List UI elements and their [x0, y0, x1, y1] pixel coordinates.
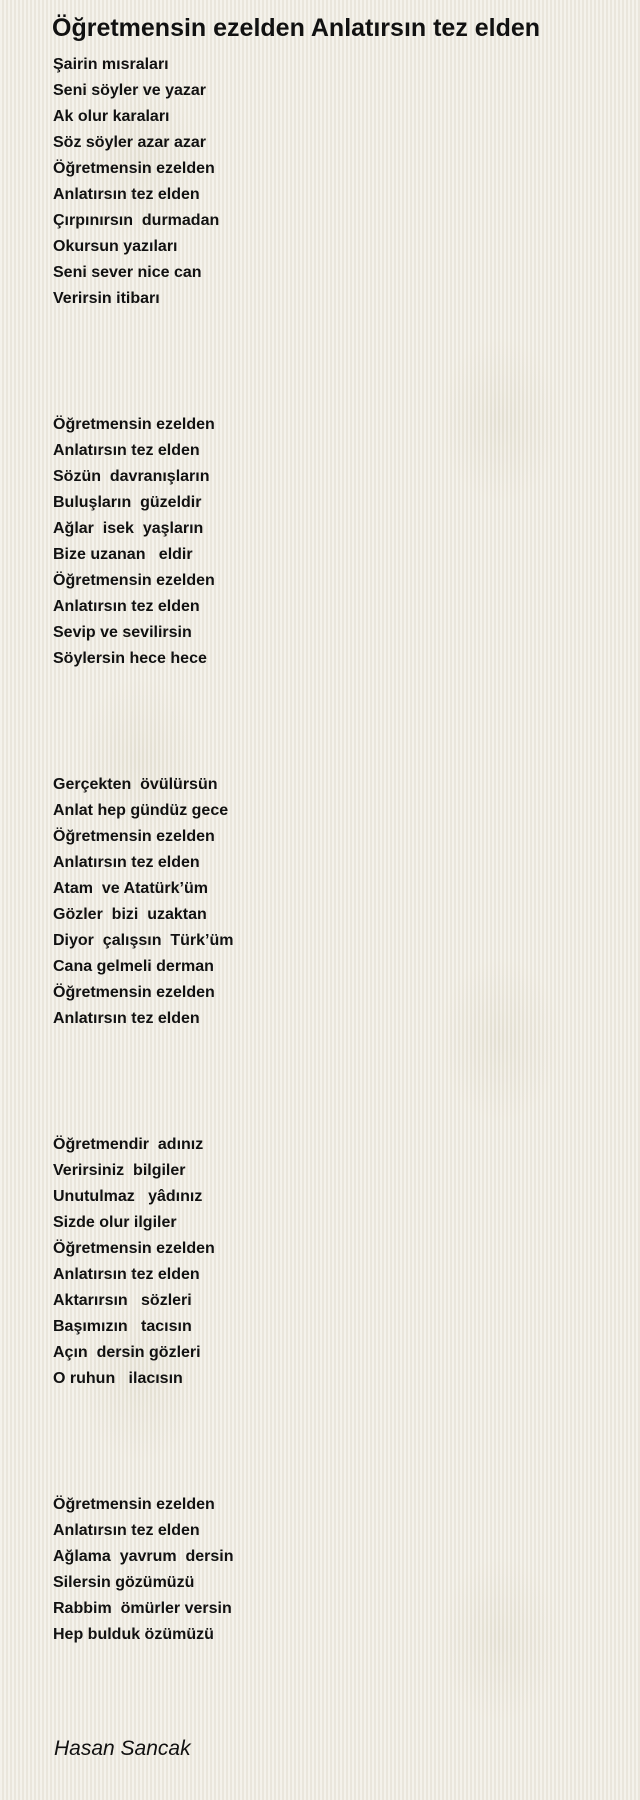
stanza-2 — [53, 412, 613, 672]
poem-line: Seni söyler ve yazar — [53, 82, 206, 99]
poem-line: Okursun yazıları — [53, 238, 178, 255]
poem-line: Öğretmensin ezelden — [53, 1496, 215, 1513]
poem-line: Öğretmensin ezelden — [53, 416, 215, 433]
poem-line: Bize uzanan eldir — [53, 546, 193, 563]
poem-line: Anlatırsın tez elden — [53, 1522, 200, 1539]
author-name: Hasan Sancak — [54, 1737, 191, 1760]
poem-line: Söylersin hece hece — [53, 650, 207, 667]
poem-line: Verirsiniz bilgiler — [53, 1162, 186, 1179]
poem-line: Anlatırsın tez elden — [53, 1010, 200, 1027]
poem-title: Öğretmensin ezelden Anlatırsın tez elden — [52, 14, 541, 42]
poem-line: Buluşların güzeldir — [53, 494, 202, 511]
poem-line: Silersin gözümüzü — [53, 1574, 195, 1591]
poem-line: Seni sever nice can — [53, 264, 202, 281]
poem-line: Verirsin itibarı — [53, 290, 160, 307]
stanza-4 — [53, 1132, 613, 1392]
poem-line: Anlatırsın tez elden — [53, 598, 200, 615]
poem-line: Öğretmensin ezelden — [53, 984, 215, 1001]
poem-line: Cana gelmeli derman — [53, 958, 214, 975]
poem-line: Sizde olur ilgiler — [53, 1214, 177, 1231]
poem-line: Ağlama yavrum dersin — [53, 1548, 234, 1565]
poem-line: Söz söyler azar azar — [53, 134, 206, 151]
poem-line: O ruhun ilacısın — [53, 1370, 183, 1387]
poem-body — [53, 52, 613, 1748]
poem-line: Şairin mısraları — [53, 56, 169, 73]
poem-line: Başımızın tacısın — [53, 1318, 192, 1335]
poem-line: Anlatırsın tez elden — [53, 854, 200, 871]
poem-line: Sevip ve sevilirsin — [53, 624, 192, 641]
stanza-5 — [53, 1492, 613, 1648]
poem-line: Gerçekten övülürsün — [53, 776, 218, 793]
poem-line: Rabbim ömürler versin — [53, 1600, 232, 1617]
poem-line: Açın dersin gözleri — [53, 1344, 201, 1361]
poem-line: Öğretmensin ezelden — [53, 828, 215, 845]
poem-line: Gözler bizi uzaktan — [53, 906, 207, 923]
poem-line: Sözün davranışların — [53, 468, 210, 485]
poem-line: Aktarırsın sözleri — [53, 1292, 192, 1309]
stanza-1 — [53, 52, 613, 312]
poem-line: Anlat hep gündüz gece — [53, 802, 229, 819]
poem-line: Atam ve Atatürk’üm — [53, 880, 208, 897]
poem-line: Öğretmendir adınız — [53, 1136, 204, 1153]
poem-line: Çırpınırsın durmadan — [53, 212, 220, 229]
poem-line: Ak olur karaları — [53, 108, 170, 125]
stanza-3 — [53, 772, 613, 1032]
poem-line: Öğretmensin ezelden — [53, 160, 215, 177]
poem-line: Hep bulduk özümüzü — [53, 1626, 214, 1643]
poem-line: Anlatırsın tez elden — [53, 442, 200, 459]
poem-line: Diyor çalışsın Türk’üm — [53, 932, 234, 949]
poem-line: Anlatırsın tez elden — [53, 1266, 200, 1283]
poem-line: Anlatırsın tez elden — [53, 186, 200, 203]
poem-line: Unutulmaz yâdınız — [53, 1188, 203, 1205]
poem-line: Ağlar isek yaşların — [53, 520, 204, 537]
poem-line: Öğretmensin ezelden — [53, 572, 215, 589]
poem-line: Öğretmensin ezelden — [53, 1240, 215, 1257]
